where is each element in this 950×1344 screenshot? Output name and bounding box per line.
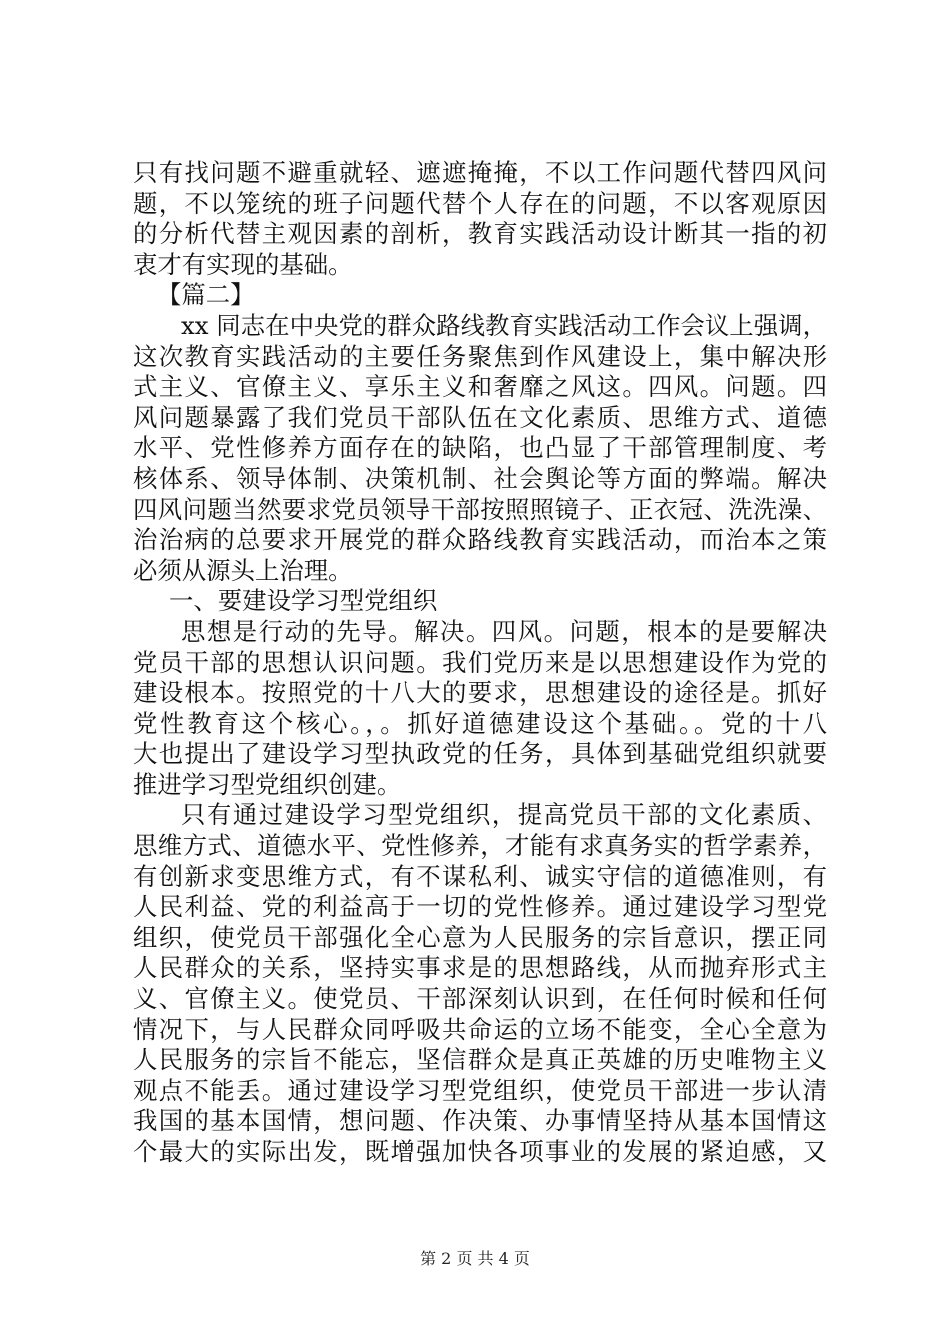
text-line: 个最大的实际出发，既增强加快各项事业的发展的紧迫感，又 xyxy=(133,1137,827,1166)
text-line: 式主义、官僚主义、享乐主义和奢靡之风这。四风。问题。四 xyxy=(133,372,827,402)
text-line: 衷才有实现的基础。 xyxy=(133,249,353,279)
text-line: 思想是行动的先导。解决。四风。问题，根本的是要解决 xyxy=(181,616,827,646)
text-line: xx 同志在中央党的群众路线教育实践活动工作会议上强调， xyxy=(181,310,827,340)
text-line: 有创新求变思维方式，有不谋私利、诚实守信的道德准则，有 xyxy=(133,861,827,891)
text-line: 组织，使党员干部强化全心意为人民服务的宗旨意识，摆正同 xyxy=(133,922,827,952)
text-line: 只有找问题不避重就轻、遮遮掩掩，不以工作问题代替四风问 xyxy=(133,158,827,187)
text-line: 四风问题当然要求党员领导干部按照照镜子、正衣冠、洗洗澡、 xyxy=(133,494,827,524)
text-line: 题，不以笼统的班子问题代替个人存在的问题，不以客观原因 xyxy=(133,188,827,218)
text-line: 观点不能丢。通过建设学习型党组织，使党员干部进一步认清 xyxy=(133,1075,827,1105)
text-line: 的分析代替主观因素的剖析，教育实践活动设计断其一指的初 xyxy=(133,219,827,249)
text-line: 必须从源头上治理。 xyxy=(133,555,353,585)
text-line: 人民利益、党的利益高于一切的党性修养。通过建设学习型党 xyxy=(133,892,827,922)
subsection-heading: 一、要建设学习型党组织 xyxy=(169,586,438,616)
document-body xyxy=(133,158,827,1168)
section-heading: 【篇二】 xyxy=(157,280,255,310)
text-line: 人民服务的宗旨不能忘，坚信群众是真正英雄的历史唯物主义 xyxy=(133,1045,827,1075)
text-line: 只有通过建设学习型党组织，提高党员干部的文化素质、 xyxy=(181,800,827,830)
text-line: 推进学习型党组织创建。 xyxy=(133,769,402,799)
text-line: 水平、党性修养方面存在的缺陷，也凸显了干部管理制度、考 xyxy=(133,433,827,463)
text-line: 思维方式、道德水平、党性修养，才能有求真务实的哲学素养， xyxy=(133,831,827,861)
text-line: 党员干部的思想认识问题。我们党历来是以思想建设作为党的 xyxy=(133,647,827,677)
text-line: 核体系、领导体制、决策机制、社会舆论等方面的弊端。解决 xyxy=(133,463,827,493)
text-line: 党性教育这个核心。，。抓好道德建设这个基础。。党的十八 xyxy=(133,708,827,738)
text-line: 这次教育实践活动的主要任务聚焦到作风建设上，集中解决形 xyxy=(133,341,827,371)
page-footer: 第 2 页 共 4 页 xyxy=(420,1249,530,1268)
text-line: 义、官僚主义。使党员、干部深刻认识到，在任何时候和任何 xyxy=(133,984,827,1014)
text-line: 我国的基本国情，想问题、作决策、办事情坚持从基本国情这 xyxy=(133,1106,827,1136)
text-line: 大也提出了建设学习型执政党的任务，具体到基础党组织就要 xyxy=(133,739,827,769)
text-line: 风问题暴露了我们党员干部队伍在文化素质、思维方式、道德 xyxy=(133,402,827,432)
text-line: 情况下，与人民群众同呼吸共命运的立场不能变，全心全意为 xyxy=(133,1014,827,1044)
text-line: 建设根本。按照党的十八大的要求，思想建设的途径是。抓好 xyxy=(133,678,827,708)
text-line: 治治病的总要求开展党的群众路线教育实践活动，而治本之策 xyxy=(133,525,827,555)
text-line: 人民群众的关系，坚持实事求是的思想路线，从而抛弃形式主 xyxy=(133,953,827,983)
